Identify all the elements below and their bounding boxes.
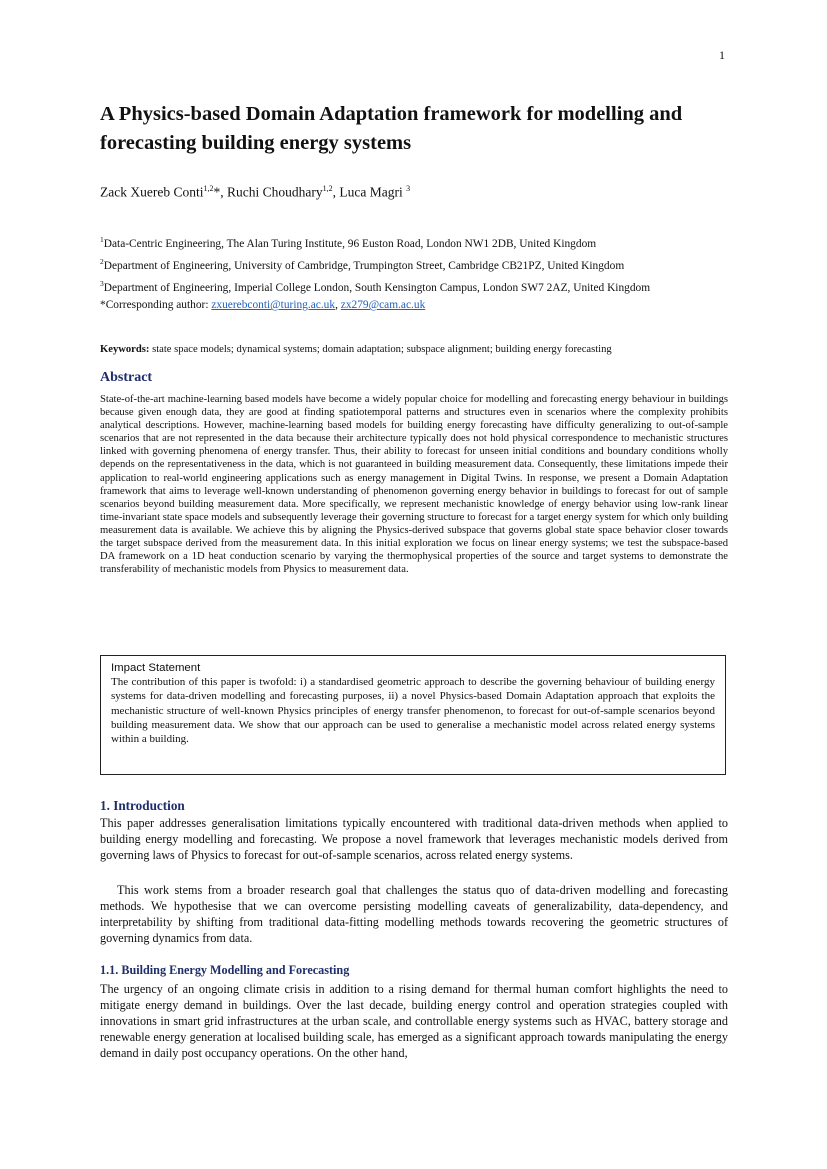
affiliation-text: Data-Centric Engineering, The Alan Turing Institute, 96 Euston Road, London NW1 2DB, United Kingdom [103, 237, 597, 250]
affiliation-list [100, 231, 650, 296]
affiliation-text: Department of Engineering, Imperial College London, South Kensington Campus, London SW7 2AZ, United Kingdom [103, 281, 651, 294]
author-separator: , [332, 184, 340, 200]
page-number: 1 [719, 48, 725, 62]
affiliation-text: Department of Engineering, University of Cambridge, Trumpington Street, Cambridge CB21PZ, United Kingdom [103, 259, 625, 272]
email-link[interactable]: zx279@cam.ac.uk [340, 299, 426, 311]
email-separator: , [335, 299, 341, 311]
affiliation [100, 275, 650, 297]
author-affiliation-mark: 3 [406, 184, 411, 193]
keywords-text: state space models; dynamical systems; domain adaptation; subspace alignment; building energy forecasting [149, 344, 612, 355]
author-name: Zack Xuereb Conti [100, 184, 204, 200]
paragraph: This work stems from a broader research goal that challenges the status quo of data-driven modelling and forecasting methods. We hypothesise that we can overcome persisting modelling caveats of generalizability, data-dependency, and interpretability by shifting from traditional data-fitting modelling methods towards recovering the geometric structures of governing dynamics from data. [100, 883, 728, 945]
section-heading-introduction: 1. Introduction [100, 798, 185, 813]
author-affiliation-mark: 1,2 [322, 184, 333, 193]
impact-statement-box [100, 655, 726, 775]
keywords-label: Keywords: [100, 344, 150, 355]
paragraph: The urgency of an ongoing climate crisis in addition to a rising demand for thermal human comfort highlights the need to mitigate energy demand in buildings. Over the last decade, building energy control and operation strategies coupled with innovations in smart grid infrastructures at the urban scale, and controllable energy systems such as HVAC, battery storage and renewable energy generation at localised building scale, has emerged as a significant approach towards manipulating the energy demand in daily post occupancy operations. On the other hand, [100, 982, 728, 1060]
affiliation-mark: 3 [100, 278, 104, 288]
author-list [100, 184, 410, 201]
email-link[interactable]: zxuerebconti@turing.ac.uk [211, 299, 336, 311]
subsection-heading: 1.1. Building Energy Modelling and Forecasting [100, 963, 350, 977]
affiliation [100, 253, 650, 275]
paragraph: This paper addresses generalisation limitations typically encountered with traditional data-driven methods when applied to building energy modelling and forecasting. We propose a novel framework that leverages mechanistic models derived from governing laws of Physics to forecast for out-of-sample scenarios, across related energy systems. [100, 816, 728, 862]
author-name: Ruchi Choudhary [226, 184, 323, 200]
author-affiliation-mark: 1,2 [203, 184, 214, 193]
corresponding-author [100, 299, 425, 311]
abstract-text: State-of-the-art machine-learning based models have become a widely popular choice for modelling and forecasting energy behaviour in buildings because given enough data, they are good at finding spatiotemporal patterns and structures even in scenarios where the complexity prohibits analytical descriptions. However, machine-learning based models for building energy forecasting have difficulty generalizing to out-of-sample scenarios that are not represented in the data because their architecture typically does not hold physical correspondence to mechanistic structures linked with governing phenomena of energy transfer. Thus, their ability to forecast for unseen initial conditions and boundary conditions wholly depends on the representativeness in the data, which is not guaranteed in building measurement data. Consequently, these limitations impede their application to real-world engineering applications such as energy management in Digital Twins. In response, we present a Domain Adaptation framework that aims to leverage well-known understanding of phenomenon governing energy behavior in buildings to forecast for out of sample scenarios beyond building measurement data. More specifically, we represent mechanistic knowledge of energy behavior using low-rank linear time-invariant state space models and subsequently leverage their governing structure to forecast for a target energy system for which only building measurement data is available. We achieve this by aligning the Physics-derived subspace that governs global state space behavior closer towards the target subspace derived from the measurement data. In this initial exploration we focus on linear energy systems; we test the subspace-based DA framework on a 1D heat conduction scenario by varying the thermophysical properties of the source and target systems to demonstrate the transferability of mechanistic models from Physics to measurement data. [100, 394, 728, 576]
impact-statement-text: The contribution of this paper is twofold: i) a standardised geometric approach to describe the governing behaviour of building energy systems for data-driven modelling and forecasting purposes, ii) a novel Physics-based Domain Adaptation approach that exploits the mechanistic structure of well-known Physics principles of energy transfer phenomenon, to forecast for out-of-sample scenarios beyond building measurement data. We show that our approach can be used to generalise a mechanistic model across related energy systems within a building. [111, 676, 715, 746]
affiliation-mark: 1 [100, 235, 104, 244]
author-separator: *, [213, 184, 227, 200]
corresponding-label: *Corresponding author: [100, 299, 212, 311]
impact-statement-title: Impact Statement [111, 662, 201, 674]
paper-title: A Physics-based Domain Adaptation framework for modelling and forecasting building energy systems [100, 103, 683, 154]
author-name: Luca Magri [339, 184, 407, 200]
affiliation-mark: 2 [100, 256, 104, 266]
affiliation [100, 231, 650, 253]
keywords [100, 344, 612, 355]
abstract-heading: Abstract [100, 370, 153, 385]
